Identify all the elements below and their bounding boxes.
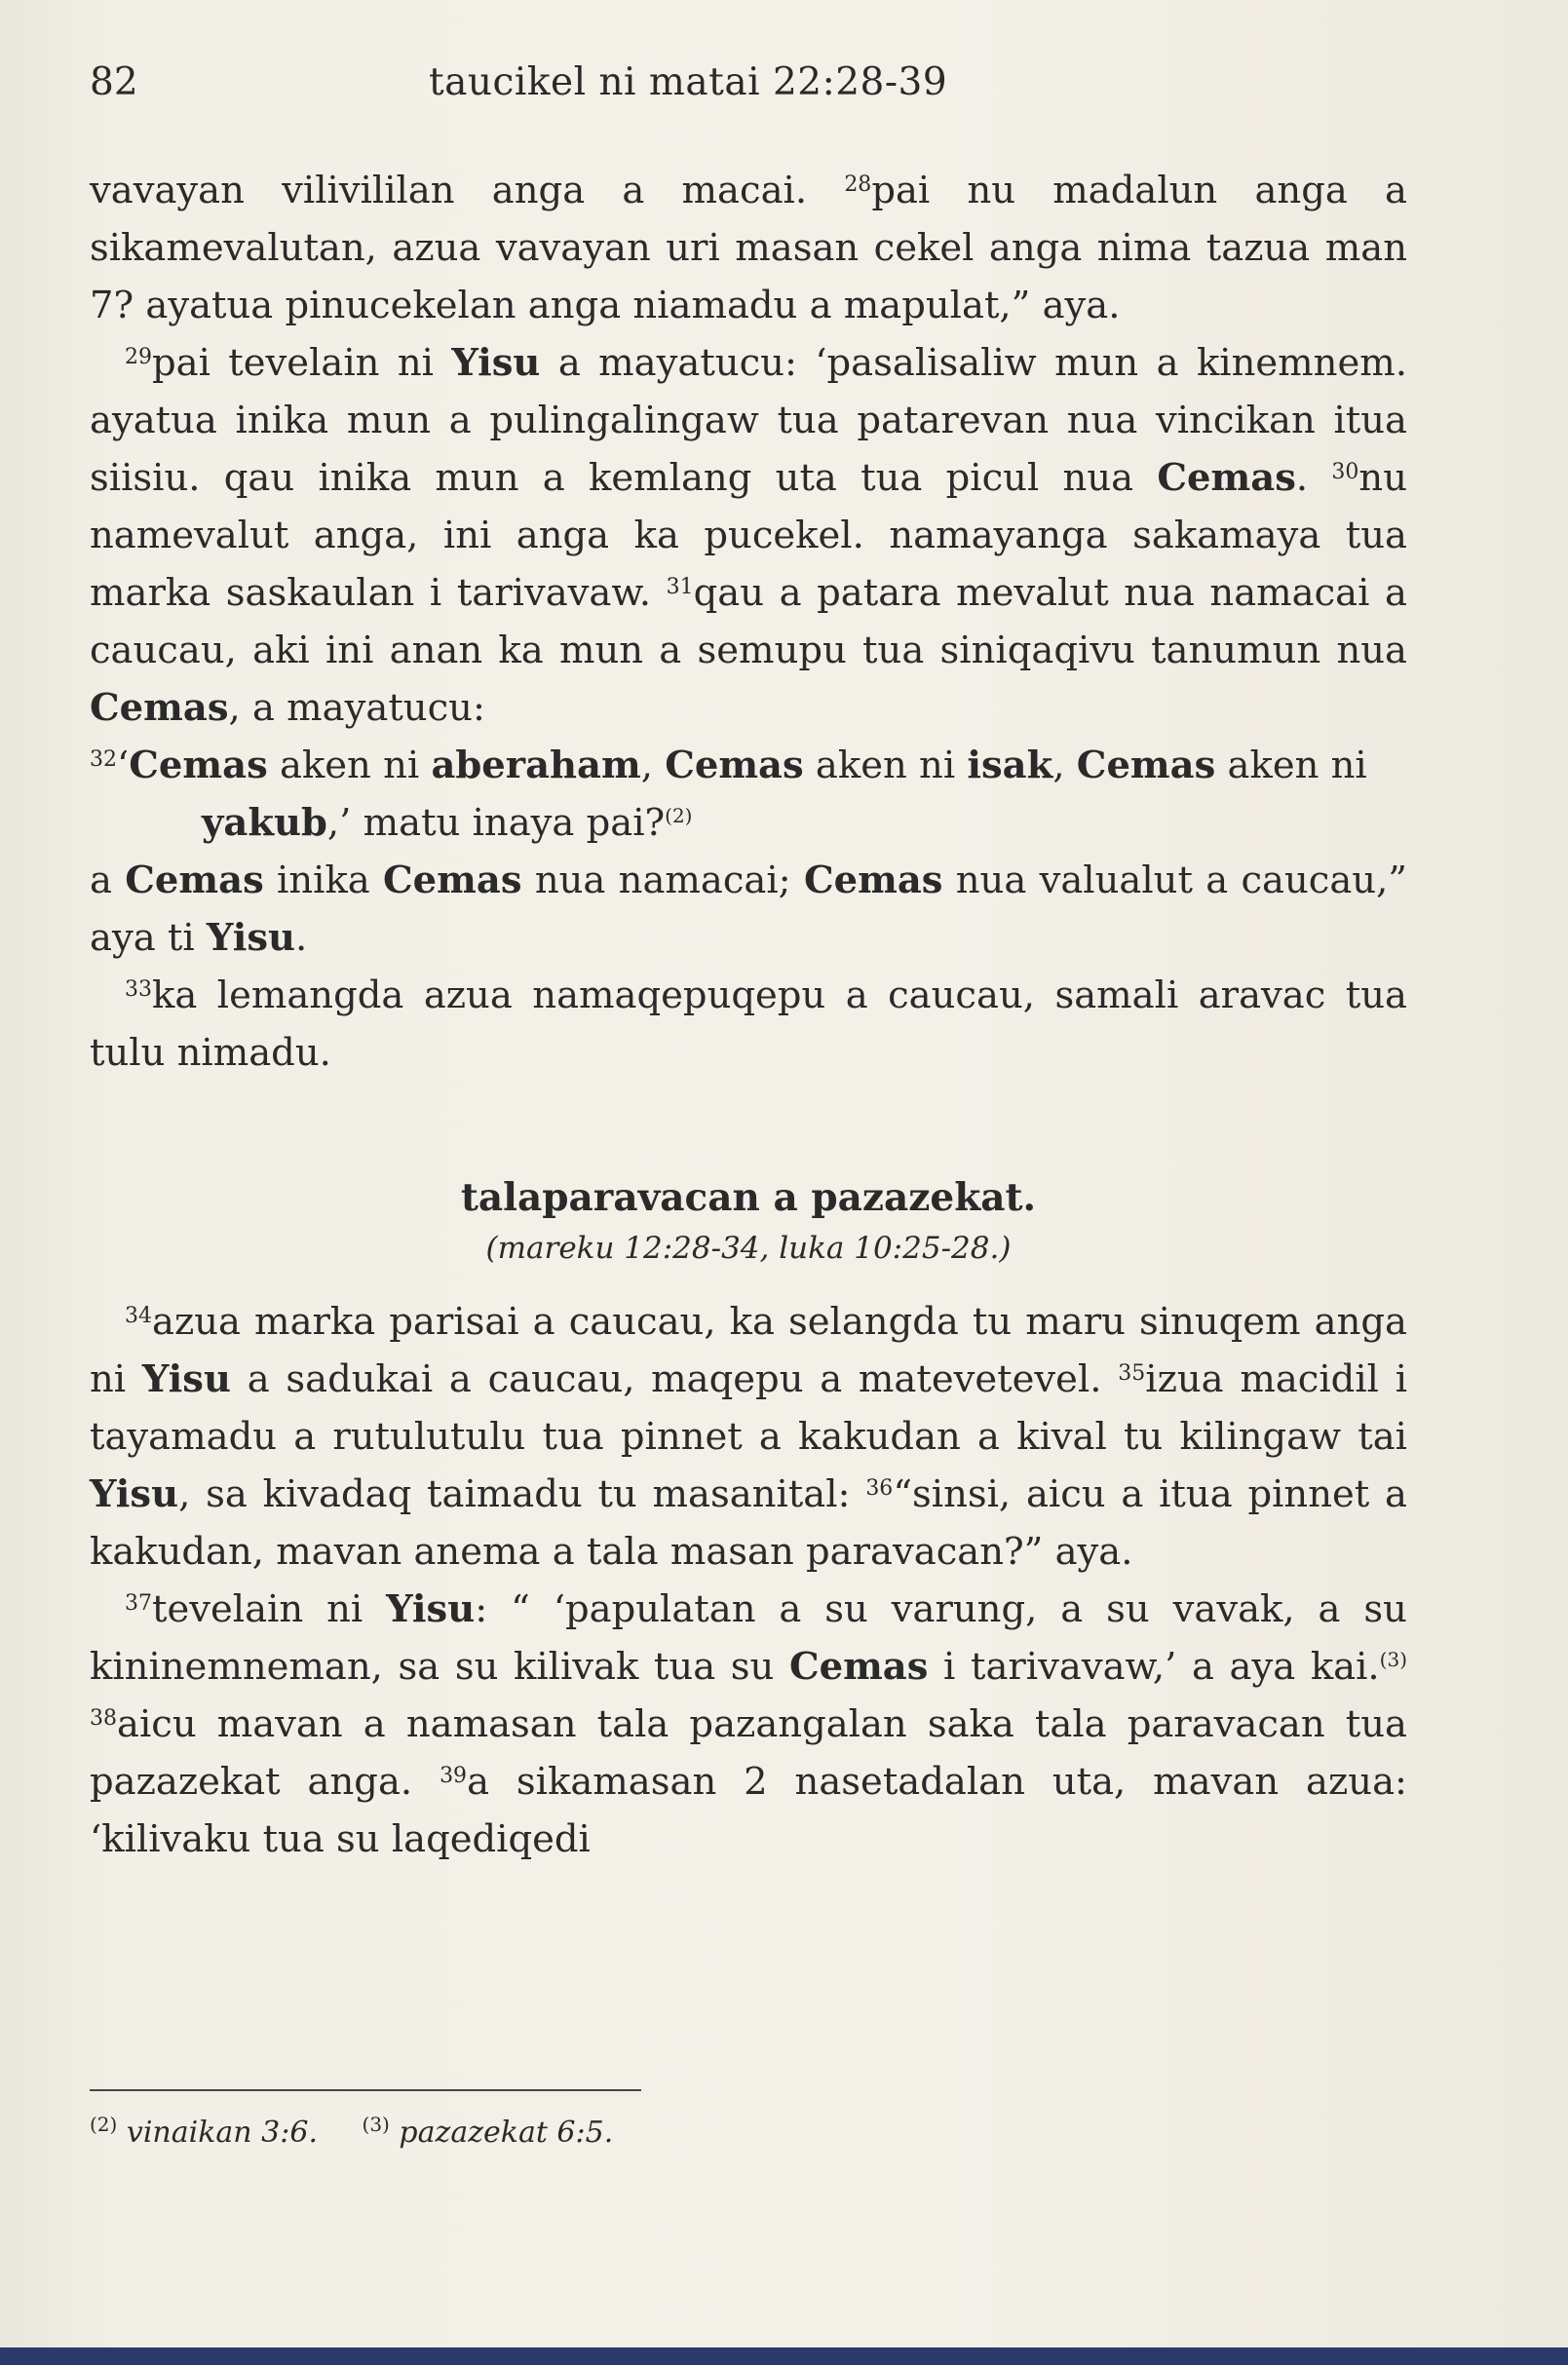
paragraph	[90, 852, 1407, 967]
text-run: izua macidil i tayamadu a rutulutulu tua pinnet a kakudan a kival tu kilingaw tai	[90, 1357, 1408, 1459]
verse-number: 33	[125, 977, 152, 1002]
verse-number: 32	[90, 747, 117, 772]
text-run: tevelain ni	[152, 1587, 387, 1631]
paragraph	[90, 162, 1407, 334]
footnote-mark: (3)	[362, 2113, 390, 2136]
poetry-quote	[90, 737, 1407, 852]
text-run: aicu mavan a namasan tala pazangalan saka tala paravacan tua pazazekat anga.	[90, 1702, 1407, 1804]
text-run: pai tevelain ni	[152, 341, 452, 385]
name-bold: Yisu	[206, 916, 296, 960]
verse-number: 37	[125, 1591, 152, 1616]
body-text	[90, 162, 1407, 1868]
name-bold: Cemas	[383, 858, 522, 902]
section-reference: (mareku 12:28-34, luka 10:25-28.)	[485, 1231, 1012, 1266]
text-run: inika	[263, 858, 384, 902]
footnote-mark: (2)	[90, 2113, 118, 2136]
text-run: vavayan vilivililan anga a macai.	[90, 169, 845, 212]
running-head: taucikel ni matai 22:28-39	[429, 60, 948, 104]
name-bold: Cemas	[665, 744, 804, 787]
text-run: ,	[1052, 744, 1077, 787]
text-run: ,’ matu inaya pai?	[326, 801, 666, 845]
text-run: nua namacai;	[521, 858, 804, 902]
verse-number: 28	[844, 172, 872, 197]
footnote-mark: (2)	[665, 804, 693, 827]
name-bold: Cemas	[788, 1645, 929, 1689]
text-run: “sinsi, aicu a itua pinnet a kakudan, mavan anema a tala masan paravacan?” aya.	[90, 1472, 1408, 1574]
footnote-text: vinaikan 3:6.	[126, 2116, 318, 2150]
verse-number: 29	[125, 345, 152, 369]
text-run: pai nu madalun anga a sikamevalutan, azua vavayan uri masan cekel anga nima tazua man 7? ayatua pinucekelan anga niamadu a mapulat,” aya.	[90, 169, 1407, 327]
name-bold: Cemas	[129, 744, 268, 787]
footnote-text: pazazekat 6:5.	[399, 2116, 614, 2150]
name-bold: Yisu	[386, 1587, 476, 1631]
text-run: i tarivavaw,’ a aya kai.	[928, 1645, 1380, 1689]
verse-number: 38	[90, 1706, 117, 1731]
page-number: 82	[90, 60, 138, 104]
text-run: : “ ‘papulatan a su varung, a su vavak, a su kininemneman, sa su kilivak tua su	[90, 1587, 1407, 1689]
text-run: a sadukai a caucau, maqepu a matevetevel.	[230, 1357, 1119, 1401]
name-bold: Cemas	[1157, 456, 1296, 500]
name-bold: isak	[967, 744, 1053, 787]
text-run: aken ni	[803, 744, 968, 787]
name-bold: Yisu	[141, 1357, 231, 1401]
name-bold: Cemas	[90, 686, 229, 730]
page-edge	[0, 2347, 1568, 2365]
text-run: azua marka parisai a caucau, ka selangda tu maru sinuqem anga ni	[90, 1300, 1407, 1401]
text-run: ,	[640, 744, 666, 787]
text-run: nua valualut a caucau,” aya ti	[90, 858, 1407, 960]
text-run: qau a patara mevalut nua namacai a caucau, aki ini anan ka mun a semupu tua siniqaqivu tanumun nua	[90, 571, 1407, 672]
text-run: .	[1295, 456, 1332, 500]
paragraph	[90, 334, 1407, 737]
text-run: ka lemangda azua namaqepuqepu a caucau, samali aravac tua tulu nimadu.	[90, 973, 1407, 1075]
footnote-divider	[90, 2089, 641, 2091]
text-run: ‘	[117, 744, 130, 787]
verse-number: 34	[125, 1304, 152, 1328]
verse-number: 35	[1118, 1361, 1146, 1386]
verse-number: 30	[1331, 460, 1359, 484]
paragraph	[90, 1581, 1407, 1868]
verse-number: 36	[865, 1476, 894, 1501]
name-bold: yakub	[202, 801, 327, 845]
name-bold: Yisu	[90, 1472, 179, 1516]
text-run: , sa kivadaq taimadu tu masanital:	[178, 1472, 866, 1516]
text-run: a	[90, 858, 126, 902]
name-bold: Cemas	[125, 858, 264, 902]
footnote-mark: (3)	[1379, 1648, 1408, 1671]
text-run: a sikamasan 2 nasetadalan uta, mavan azua: ‘kilivaku tua su laqediqedi	[90, 1760, 1407, 1861]
text-run: aken ni	[1215, 744, 1367, 787]
name-bold: Cemas	[803, 858, 943, 902]
page-header	[0, 60, 1568, 119]
name-bold: Cemas	[1076, 744, 1216, 787]
footnotes	[90, 2105, 967, 2153]
text-run: a mayatucu: ‘pasalisaliw mun a kinemnem. ayatua inika mun a pulingalingaw tua patarevan nua vincikan itua siisiu. qau inika mun a kemlang uta tua picul nua	[90, 341, 1407, 500]
name-bold: aberaham	[431, 744, 641, 787]
text-run: .	[295, 916, 308, 960]
name-bold: Yisu	[451, 341, 541, 385]
paragraph	[90, 967, 1407, 1082]
section-title: talaparavacan a pazazekat.	[460, 1175, 1037, 1220]
paragraph	[90, 1293, 1407, 1581]
verse-number: 31	[666, 575, 694, 599]
text-run: , a mayatucu:	[228, 686, 485, 730]
text-run: nu namevalut anga, ini anga ka pucekel. namayanga sakamaya tua marka saskaulan i tarivavaw.	[90, 456, 1408, 615]
text-run: aken ni	[267, 744, 432, 787]
footnote	[362, 2113, 614, 2150]
footnote	[90, 2113, 318, 2150]
verse-number: 39	[440, 1764, 468, 1788]
